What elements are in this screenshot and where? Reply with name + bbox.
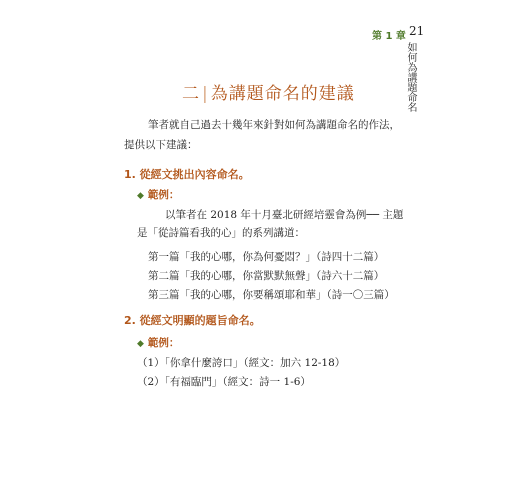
section-separator: | (202, 84, 209, 104)
point-2-example-label (137, 335, 179, 350)
chapter-label: 第 1 章 (372, 31, 406, 42)
point-2-item-2: （2）「有福臨門」（經文：詩一 1-6） (137, 376, 311, 388)
point-1-item-1: 第一篇「我的心哪，你為何憂悶？」（詩四十二篇） (148, 251, 385, 263)
point-1-heading: 1. 從經文挑出內容命名。 (124, 168, 250, 181)
point-2-item-1: （1）「你拿什麼誇口」（經文：加六 12-18） (137, 357, 346, 369)
point-1-text-line-2: 是「從詩篇看我的心」的系列講道： (137, 227, 305, 239)
intro-line-2: 提供以下建議： (124, 139, 198, 151)
page-number: 21 (409, 24, 425, 38)
diamond-bullet-icon: ◆ (137, 191, 144, 201)
running-title: 如何為講題命名 (405, 42, 416, 112)
point-1-item-3: 第三篇「我的心哪，你要稱頌耶和華」（詩一〇三篇） (148, 289, 395, 301)
point-2-heading: 2. 從經文明顯的題旨命名。 (124, 314, 261, 327)
intro-line-1: 筆者就自己過去十幾年來針對如何為講題命名的作法， (148, 119, 400, 131)
example-label-text: 範例： (147, 189, 180, 201)
section-title (182, 79, 355, 104)
section-number: 二 (182, 84, 200, 104)
diamond-bullet-icon: ◆ (137, 339, 144, 349)
point-1-item-2: 第二篇「我的心哪，你當默默無聲」（詩六十二篇） (148, 270, 385, 282)
point-1-example-label (137, 187, 179, 202)
example-label-text: 範例： (147, 337, 180, 349)
point-1-text-line-1: 以筆者在 2018 年十月臺北研經培靈會為例── 主題 (165, 209, 404, 221)
section-title-text: 為講題命名的建議 (210, 84, 355, 104)
